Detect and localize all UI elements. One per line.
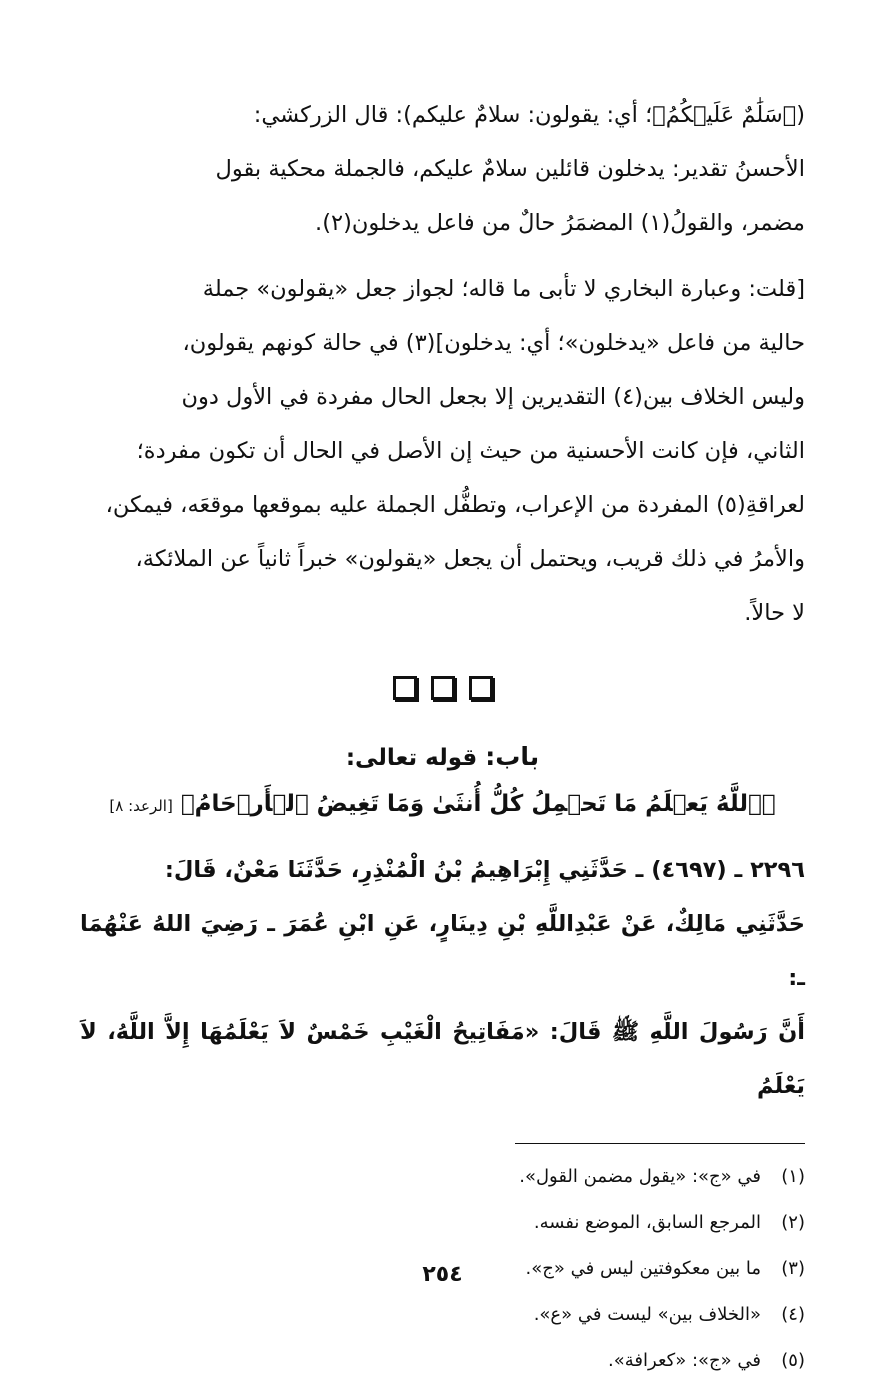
chapter-heading (80, 734, 805, 781)
chapter-label: باب: (485, 742, 540, 771)
text-line: الأحسنُ تقدير: يدخلون قائلين سلامٌ عليكم، فالجملة محكية بقول (215, 156, 805, 182)
text-line: ٢٢٩٦ ـ (٤٦٩٧) ـ حَدَّثَنِي إِبْرَاهِيمُ بْنُ الْمُنْذِرِ، حَدَّثَنَا مَعْنٌ، قَالَ: (164, 857, 805, 883)
square-ornament-icon (431, 676, 455, 700)
text-line: وليس الخلاف بين(٤) التقديرين إلا بجعل الحال مفردة في الأول دون (181, 384, 805, 410)
square-ornament-icon (393, 676, 417, 700)
chapter-title: قوله تعالى: (345, 745, 478, 771)
square-ornament-icon (469, 676, 493, 700)
text-line: حَدَّثَنِي مَالِكٌ، عَنْ عَبْدِاللَّهِ بْنِ دِينَارٍ، عَنِ ابْنِ عُمَرَ ـ رَضِيَ اللهُ عَنْهُمَا ـ: (80, 911, 805, 991)
text-line: أَنَّ رَسُولَ اللَّهِ ﷺ قَالَ: «مَفَاتِيحُ الْغَيْبِ خَمْسٌ لاَ يَعْلَمُهَا إِلاَّ اللَّهُ، لاَ يَعْلَمُ (80, 1019, 805, 1099)
footnote (80, 1338, 805, 1384)
footnote-number: (٤) (781, 1304, 805, 1325)
footnote (80, 1154, 805, 1200)
book-page (80, 88, 805, 1384)
footnote-number: (٢) (781, 1212, 805, 1233)
footnote-text: في «ج»: «يقول مضمن القول». (519, 1166, 761, 1187)
verse-reference: [الرعد: ٨] (109, 797, 173, 815)
text-line: لا حالاً. (744, 600, 805, 626)
footnote-number: (٥) (781, 1350, 805, 1371)
footnote-text: ما بين معكوفتين ليس في «ج». (525, 1258, 761, 1279)
footnote-number: (١) (781, 1166, 805, 1187)
hadith-text (80, 843, 805, 1113)
page-number: ٢٥٤ (422, 1262, 463, 1287)
text-line: الثاني، فإن كانت الأحسنية من حيث إن الأصل في الحال أن تكون مفردة؛ (136, 438, 805, 464)
footnote-divider (515, 1143, 805, 1144)
footnote-number: (٣) (781, 1258, 805, 1279)
footnote (80, 1200, 805, 1246)
text-line: [قلت: وعبارة البخاري لا تأبى ما قاله؛ لجواز جعل «يقولون» جملة (202, 276, 805, 302)
footnote (80, 1292, 805, 1338)
text-line: مضمر، والقولُ(١) المضمَرُ حالٌ من فاعل يدخلون(٢). (315, 210, 805, 236)
verse-text: ﴿ٱللَّهُ يَعۡلَمُ مَا تَحۡمِلُ كُلُّ أُنثَىٰ وَمَا تَغِيضُ ٱلۡأَرۡحَامُ﴾ (180, 791, 776, 817)
text-line: حالية من فاعل «يدخلون»؛ أي: يدخلون](٣) في حالة كونهم يقولون، (182, 330, 805, 356)
quran-verse (80, 781, 805, 829)
section-separator (80, 668, 805, 708)
footnote-text: المرجع السابق، الموضع نفسه. (533, 1212, 761, 1233)
text-line: (﴿سَلَٰمٌ عَلَيۡكُمُ﴾؛ أي: يقولون: سلامٌ عليكم): قال الزركشي: (253, 102, 805, 128)
text-line: والأمرُ في ذلك قريب، ويحتمل أن يجعل «يقولون» خبراً ثانياً عن الملائكة، (135, 546, 805, 572)
paragraph-commentary (80, 262, 805, 640)
footnote-text: في «ج»: «كعرافة». (608, 1350, 761, 1371)
footnote-text: «الخلاف بين» ليست في «ع». (533, 1304, 761, 1325)
text-line: لعراقةِ(٥) المفردة من الإعراب، وتطفُّل الجملة عليه بموقعها موقعَه، فيمكن، (105, 492, 805, 518)
paragraph-zarkashi (80, 88, 805, 250)
